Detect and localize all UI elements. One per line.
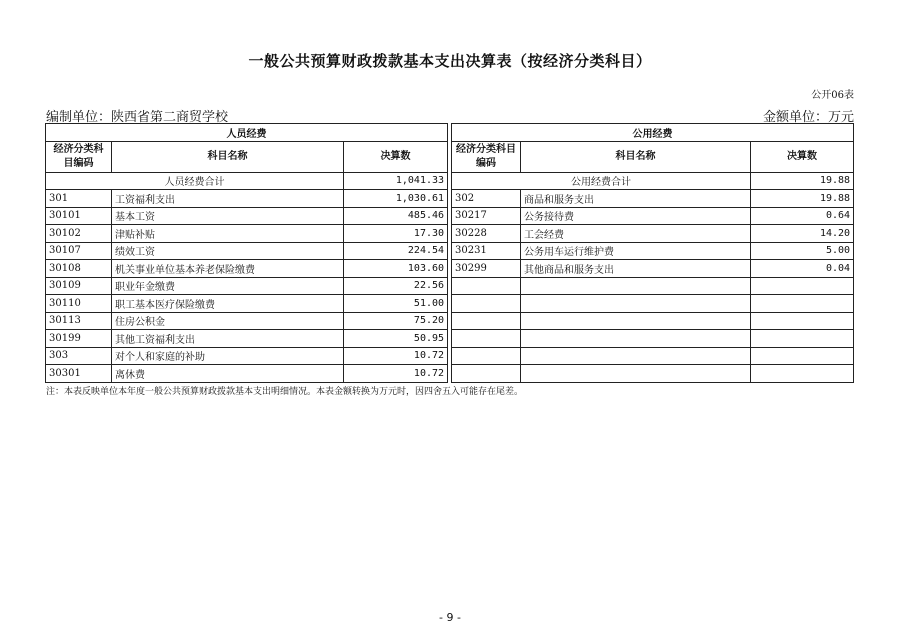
- public-amount-cell: 5.00: [751, 242, 854, 260]
- public-amount-cell: [751, 277, 854, 295]
- amount-unit: 金额单位：万元: [762, 110, 854, 125]
- personnel-name-cell: 职工基本医疗保险缴费: [112, 295, 344, 313]
- table-row: [46, 277, 854, 295]
- personnel-amount-cell: 50.95: [344, 330, 448, 348]
- personnel-name-cell: 基本工资: [112, 207, 344, 225]
- personnel-amount-cell: 22.56: [344, 277, 448, 295]
- personnel-amount-cell: 51.00: [344, 295, 448, 313]
- code-header: 经济分类科目编码: [452, 141, 521, 172]
- personnel-code-cell: 30108: [46, 260, 112, 278]
- public-code-cell: [452, 277, 521, 295]
- personnel-code-cell: 30107: [46, 242, 112, 260]
- public-amount-cell: [751, 365, 854, 383]
- table-row: [46, 330, 854, 348]
- compiling-unit: 编制单位：陕西省第二商贸学校: [46, 110, 229, 125]
- personnel-amount-cell: 75.20: [344, 312, 448, 330]
- table-row: [46, 347, 854, 365]
- personnel-amount-cell: 10.72: [344, 365, 448, 383]
- public-code-cell: [452, 330, 521, 348]
- code-header: 经济分类科目编码: [46, 141, 112, 172]
- form-number: 公开06表: [811, 90, 854, 101]
- public-header: 公用经费: [452, 124, 854, 142]
- personnel-amount-cell: 485.46: [344, 207, 448, 225]
- table-row: [46, 365, 854, 383]
- public-name-cell: [521, 277, 751, 295]
- table-row: [46, 295, 854, 313]
- personnel-code-cell: 30301: [46, 365, 112, 383]
- personnel-code-cell: 30199: [46, 330, 112, 348]
- public-name-cell: [521, 330, 751, 348]
- public-total-label: 公用经费合计: [452, 172, 751, 190]
- amount-header: 决算数: [751, 141, 854, 172]
- public-amount-cell: [751, 295, 854, 313]
- table-row: [46, 190, 854, 208]
- personnel-amount-cell: 103.60: [344, 260, 448, 278]
- personnel-amount-cell: 10.72: [344, 347, 448, 365]
- table-row: [46, 242, 854, 260]
- table-row: [46, 312, 854, 330]
- table-note: 注：本表反映单位本年度一般公共预算财政拨款基本支出明细情况。本表金额转换为万元时，因四舍五入可能存在尾差。: [46, 387, 524, 397]
- table-row: [46, 225, 854, 243]
- total-row: [46, 172, 854, 190]
- public-code-cell: 30231: [452, 242, 521, 260]
- public-name-cell: 工会经费: [521, 225, 751, 243]
- public-name-cell: 商品和服务支出: [521, 190, 751, 208]
- personnel-code-cell: 301: [46, 190, 112, 208]
- public-name-cell: 公务用车运行维护费: [521, 242, 751, 260]
- public-code-cell: 30299: [452, 260, 521, 278]
- public-code-cell: [452, 347, 521, 365]
- public-code-cell: [452, 312, 521, 330]
- public-name-cell: 其他商品和服务支出: [521, 260, 751, 278]
- page-title: 一般公共预算财政拨款基本支出决算表（按经济分类科目）: [248, 52, 652, 70]
- personnel-code-cell: 30113: [46, 312, 112, 330]
- public-amount-cell: [751, 330, 854, 348]
- public-amount-cell: [751, 347, 854, 365]
- public-name-cell: 公务接待费: [521, 207, 751, 225]
- personnel-amount-cell: 224.54: [344, 242, 448, 260]
- personnel-name-cell: 住房公积金: [112, 312, 344, 330]
- personnel-code-cell: 30109: [46, 277, 112, 295]
- personnel-name-cell: 津贴补贴: [112, 225, 344, 243]
- public-amount-cell: [751, 312, 854, 330]
- page-number: - 9 -: [439, 611, 461, 624]
- personnel-name-cell: 离休费: [112, 365, 344, 383]
- personnel-code-cell: 303: [46, 347, 112, 365]
- personnel-code-cell: 30102: [46, 225, 112, 243]
- public-name-cell: [521, 347, 751, 365]
- public-code-cell: 302: [452, 190, 521, 208]
- public-amount-cell: 0.04: [751, 260, 854, 278]
- personnel-total-label: 人员经费合计: [46, 172, 344, 190]
- public-name-cell: [521, 295, 751, 313]
- column-header-row: [46, 141, 854, 172]
- public-code-cell: 30228: [452, 225, 521, 243]
- personnel-name-cell: 其他工资福利支出: [112, 330, 344, 348]
- public-name-cell: [521, 312, 751, 330]
- name-header: 科目名称: [521, 141, 751, 172]
- personnel-name-cell: 对个人和家庭的补助: [112, 347, 344, 365]
- personnel-name-cell: 工资福利支出: [112, 190, 344, 208]
- personnel-code-cell: 30101: [46, 207, 112, 225]
- personnel-name-cell: 职业年金缴费: [112, 277, 344, 295]
- amount-header: 决算数: [344, 141, 448, 172]
- personnel-total-amount: 1,041.33: [344, 172, 448, 190]
- expenditure-table: [45, 123, 854, 383]
- section-header-row: [46, 124, 854, 142]
- table-row: [46, 207, 854, 225]
- public-amount-cell: 0.64: [751, 207, 854, 225]
- public-amount-cell: 14.20: [751, 225, 854, 243]
- public-code-cell: [452, 365, 521, 383]
- personnel-header: 人员经费: [46, 124, 448, 142]
- public-amount-cell: 19.88: [751, 190, 854, 208]
- table-row: [46, 260, 854, 278]
- personnel-amount-cell: 1,030.61: [344, 190, 448, 208]
- public-code-cell: [452, 295, 521, 313]
- public-code-cell: 30217: [452, 207, 521, 225]
- personnel-code-cell: 30110: [46, 295, 112, 313]
- personnel-name-cell: 绩效工资: [112, 242, 344, 260]
- name-header: 科目名称: [112, 141, 344, 172]
- personnel-amount-cell: 17.30: [344, 225, 448, 243]
- public-total-amount: 19.88: [751, 172, 854, 190]
- public-name-cell: [521, 365, 751, 383]
- personnel-name-cell: 机关事业单位基本养老保险缴费: [112, 260, 344, 278]
